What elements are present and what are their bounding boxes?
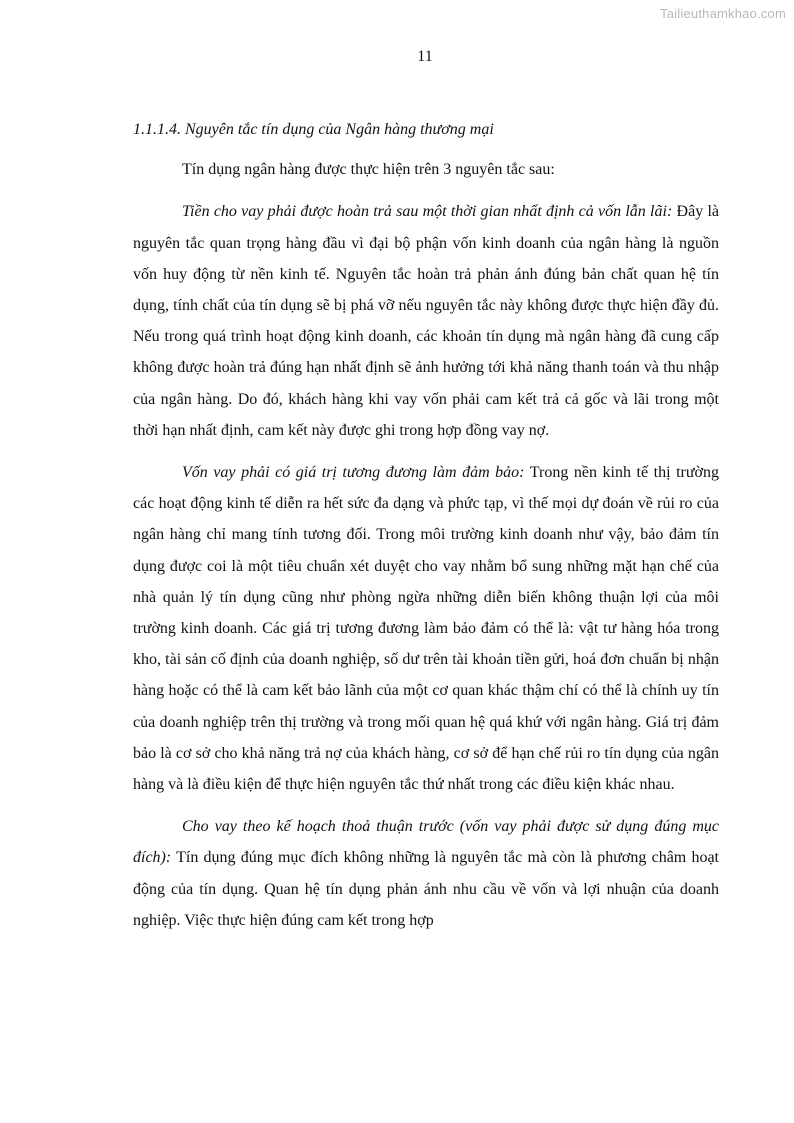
paragraph-lead: Tiền cho vay phải được hoàn trả sau một thời gian nhất định cả vốn lẫn lãi: (182, 203, 673, 221)
paragraph-text: Tín dụng đúng mục đích không những là nguyên tắc mà còn là phương châm hoạt động của tín dụng. Quan hệ tín dụng phản ánh nhu cầu về vốn và lợi nhuận của doanh nghiệp. Việc thực hiện đúng cam kết trong hợp (133, 849, 719, 929)
paragraph-lead: Vốn vay phải có giá trị tương đương làm đảm bảo: (182, 464, 525, 482)
watermark: Tailieuthamkhao.com (660, 6, 786, 21)
section-heading: 1.1.1.4. Nguyên tắc tín dụng của Ngân hàng thương mại (133, 121, 494, 138)
document-body (133, 114, 719, 947)
paragraph-text: Tín dụng ngân hàng được thực hiện trên 3 nguyên tắc sau: (182, 161, 555, 179)
paragraph-text: Đây là nguyên tắc quan trọng hàng đầu vì đại bộ phận vốn kinh doanh của ngân hàng là nguồn vốn huy động từ nền kinh tế. Nguyên tắc hoàn trả phản ánh đúng bản chất quan hệ tín dụng, tính chất của tín dụng sẽ bị phá vỡ nếu nguyên tắc này không được thực hiện đầy đủ. Nếu trong quá trình hoạt động kinh doanh, các khoản tín dụng mà ngân hàng đã cung cấp không được hoàn trả đúng hạn nhất định sẽ ảnh hưởng tới khả năng thanh toán và thu nhập của ngân hàng. Do đó, khách hàng khi vay vốn phải cam kết trả cả gốc và lãi trong một thời hạn nhất định, cam kết này được ghi trong hợp đồng vay nợ. (133, 203, 719, 439)
paragraph-principle-repayment (133, 196, 719, 446)
paragraph-principle-collateral (133, 457, 719, 800)
paragraph-principle-purpose (133, 811, 719, 936)
paragraph-lead: Cho vay theo kế hoạch thoả thuận trước (vốn vay phải được sử dụng đúng mục đích): (133, 818, 719, 867)
paragraph-text: Trong nền kinh tế thị trường các hoạt động kinh tế diễn ra hết sức đa dạng và phức tạp, vì thế mọi dự đoán về rủi ro của ngân hàng chỉ mang tính tương đối. Trong môi trường kinh doanh như vậy, bảo đảm tín dụng được coi là một tiêu chuẩn xét duyệt cho vay nhằm bổ sung những mặt hạn chế của nhà quản lý tín dụng cũng như phòng ngừa những diễn biến không thuận lợi của môi trường kinh doanh. Các giá trị tương đương làm bảo đảm có thể là: vật tư hàng hóa trong kho, tài sản cố định của doanh nghiệp, số dư trên tài khoản tiền gửi, hoá đơn chuẩn bị nhận hàng hoặc có thể là cam kết bảo lãnh của một cơ quan khác thậm chí có thể là chính uy tín của doanh nghiệp trên thị trường và trong mối quan hệ quá khứ với ngân hàng. Giá trị đảm bảo là cơ sở cho khả năng trả nợ của khách hàng, cơ sở để hạn chế rủi ro tín dụng của ngân hàng và là điều kiện để thực hiện nguyên tắc thứ nhất trong các điều kiện khác nhau. (133, 464, 719, 794)
page-number: 11 (417, 48, 433, 65)
paragraph-intro (133, 154, 719, 185)
